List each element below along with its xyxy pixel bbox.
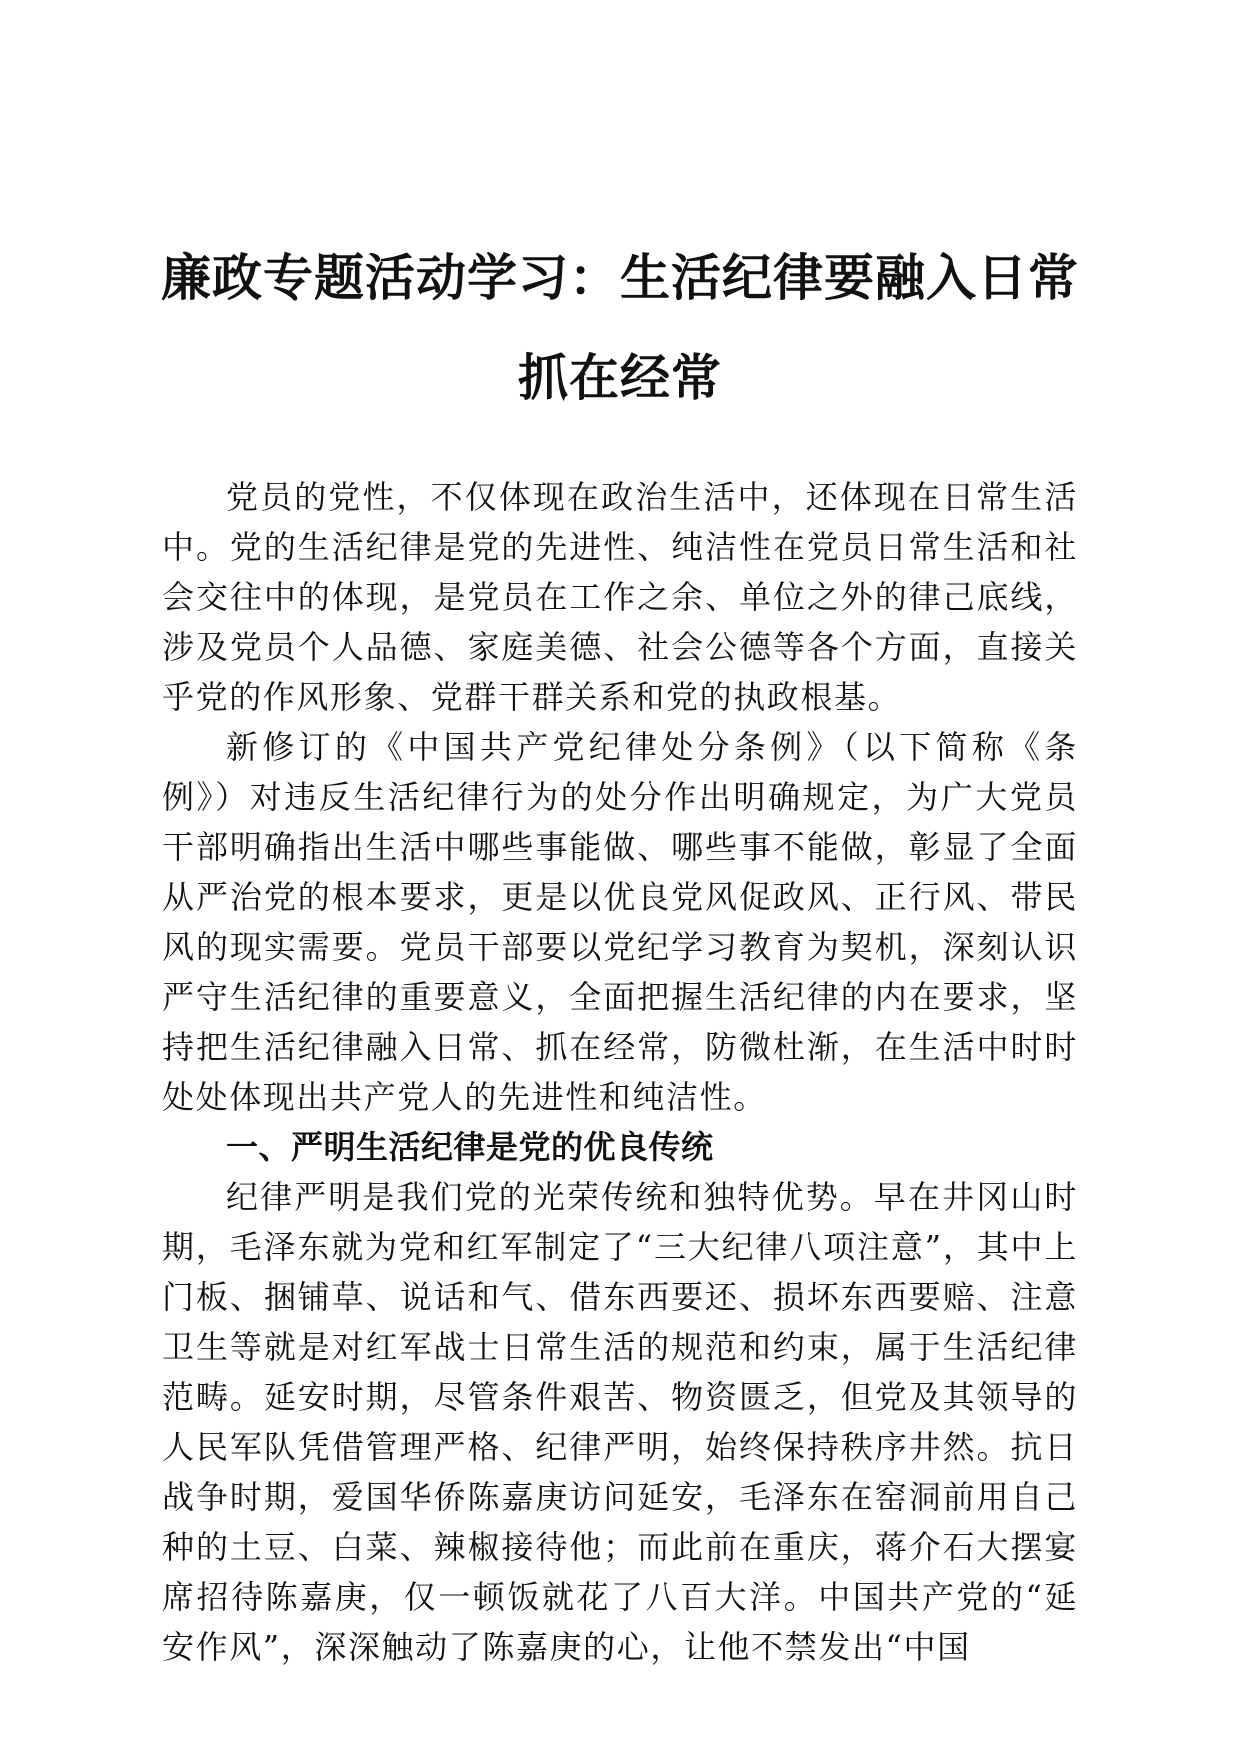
body-paragraph-2: 新修订的《中国共产党纪律处分条例》（以下简称《条例》）对违反生活纪律行为的处分作出明确规定，为广大党员干部明确指出生活中哪些事能做、哪些事不能做，彰显了全面从严治党的根本要求，更是以优良党风促政风、正行风、带民风的现实需要。党员干部要以党纪学习教育为契机，深刻认识严守生活纪律的重要意义，全面把握生活纪律的内在要求，坚持把生活纪律融入日常、抓在经常，防微杜渐，在生活中时时处处体现出共产党人的先进性和纯洁性。 [162, 728, 1078, 1116]
section-paragraph: 纪律严明是我们党的光荣传统和独特优势。早在井冈山时期，毛泽东就为党和红军制定了“三大纪律八项注意”，其中上门板、捆铺草、说话和气、借东西要还、损坏东西要赔、注意卫生等就是对红军战士日常生活的规范和约束，属于生活纪律范畴。延安时期，尽管条件艰苦、物资匮乏，但党及其领导的人民军队凭借管理严格、纪律严明，始终保持秩序井然。抗日战争时期，爱国华侨陈嘉庚访问延安，毛泽东在窑洞前用自己种的土豆、白菜、辣椒接待他；而此前在重庆，蒋介石大摆宴席招待陈嘉庚，仅一顿饭就花了八百大洋。中国共产党的“延安作风”，深深触动了陈嘉庚的心，让他不禁发出“中国 [162, 1178, 1078, 1666]
section-heading: 一、严明生活纪律是党的优良传统 [226, 1128, 714, 1166]
document-body [162, 472, 1078, 1672]
body-paragraph-1: 党员的党性，不仅体现在政治生活中，还体现在日常生活中。党的生活纪律是党的先进性、纯洁性在党员日常生活和社会交往中的体现，是党员在工作之余、单位之外的律己底线，涉及党员个人品德、家庭美德、社会公德等各个方面，直接关乎党的作风形象、党群干群关系和党的执政根基。 [162, 478, 1078, 716]
document-title: 廉政专题活动学习：生活纪律要融入日常抓在经常 [161, 248, 1079, 407]
